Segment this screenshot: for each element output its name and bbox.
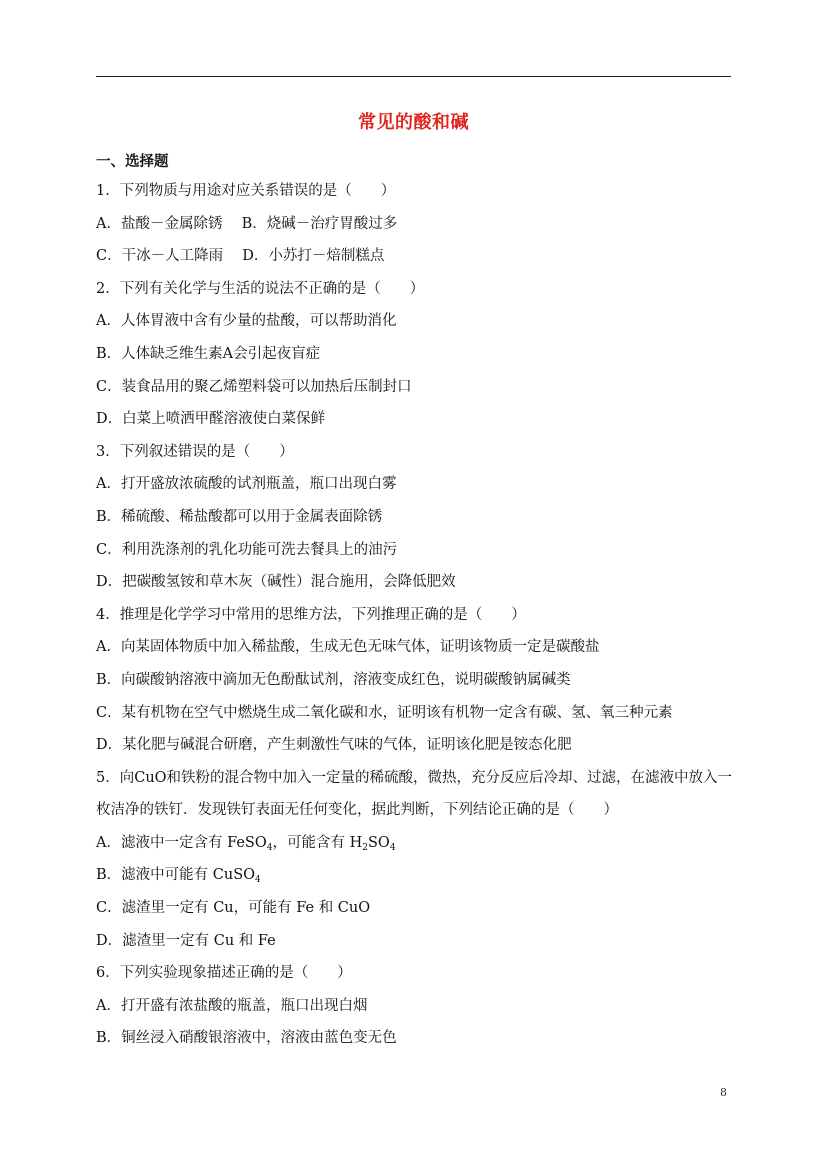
text-line: C．利用洗涤剂的乳化功能可洗去餐具上的油污 bbox=[96, 541, 398, 558]
text-line: D．把碳酸氢铵和草木灰（碱性）混合施用，会降低肥效 bbox=[96, 574, 456, 591]
formula-subscript: 2 bbox=[362, 842, 368, 853]
page-title: 常见的酸和碱 bbox=[358, 112, 469, 133]
text-line: D．某化肥与碱混合研磨，产生刺激性气味的气体，证明该化肥是铵态化肥 bbox=[96, 737, 572, 754]
header-rule bbox=[96, 76, 731, 77]
text-line: D．滤渣里一定有 Cu 和 Fe bbox=[96, 932, 276, 949]
section-heading: 一、选择题 bbox=[96, 153, 169, 170]
text-line-q5-b bbox=[96, 865, 736, 898]
formula-subscript: 4 bbox=[266, 842, 273, 853]
text-line: 6．下列实验现象描述正确的是（ ） bbox=[96, 965, 352, 982]
text-line: B．人体缺乏维生素A会引起夜盲症 bbox=[96, 345, 321, 362]
text-line: C．滤渣里一定有 Cu，可能有 Fe 和 CuO bbox=[96, 900, 371, 917]
text-line: A．打开盛放浓硫酸的试剂瓶盖，瓶口出现白雾 bbox=[96, 476, 397, 493]
text-line: 4．推理是化学学习中常用的思维方法，下列推理正确的是（ ） bbox=[96, 606, 526, 623]
formula-subscript: 4 bbox=[255, 875, 261, 886]
text-line: D．白菜上喷洒甲醛溶液使白菜保鲜 bbox=[96, 411, 326, 428]
question-list bbox=[96, 181, 736, 1061]
text-line: 3．下列叙述错误的是（ ） bbox=[96, 443, 294, 460]
text-line: B．稀硫酸、稀盐酸都可以用于金属表面除锈 bbox=[96, 508, 383, 525]
text-line: A．盐酸－金属除锈 B．烧碱－治疗胃酸过多 bbox=[96, 215, 398, 232]
text-line: 1．下列物质与用途对应关系错误的是（ ） bbox=[96, 183, 396, 199]
text-line: B．铜丝浸入硝酸银溶液中，溶液由蓝色变无色 bbox=[96, 1030, 397, 1047]
text-line: C．某有机物在空气中燃烧生成二氧化碳和水，证明该有机物一定含有碳、氢、氧三种元素 bbox=[96, 704, 673, 721]
text-line: C．装食品用的聚乙烯塑料袋可以加热后压制封口 bbox=[96, 378, 412, 395]
text-line-q5-a bbox=[96, 833, 736, 866]
text-line: C．干冰－人工降雨 D．小苏打－焙制糕点 bbox=[96, 248, 385, 265]
formula-text: SO bbox=[367, 834, 390, 851]
text-line: A．人体胃液中含有少量的盐酸，可以帮助消化 bbox=[96, 313, 397, 330]
text-line: B．向碳酸钠溶液中滴加无色酚酞试剂，溶液变成红色，说明碳酸钠属碱类 bbox=[96, 671, 571, 688]
formula-text: B．滤液中可能有 CuSO bbox=[96, 867, 256, 884]
text-line: A．打开盛有浓盐酸的瓶盖，瓶口出现白烟 bbox=[96, 997, 368, 1014]
text-line: 2．下列有关化学与生活的说法不正确的是（ ） bbox=[96, 280, 425, 297]
formula-subscript: 4 bbox=[389, 842, 396, 853]
page-number: 8 bbox=[720, 1086, 727, 1099]
text-line: 5．向CuO和铁粉的混合物中加入一定量的稀硫酸，微热，充分反应后冷却、过滤，在滤液中放入一 bbox=[96, 769, 733, 786]
text-line: 枚洁净的铁钉．发现铁钉表面无任何变化，据此判断，下列结论正确的是（ ） bbox=[96, 802, 618, 819]
formula-text: ，可能含有 H bbox=[272, 834, 363, 851]
text-line: A．向某固体物质中加入稀盐酸，生成无色无味气体，证明该物质一定是碳酸盐 bbox=[96, 639, 600, 656]
formula-text: A．滤液中一定含有 FeSO bbox=[96, 834, 267, 851]
